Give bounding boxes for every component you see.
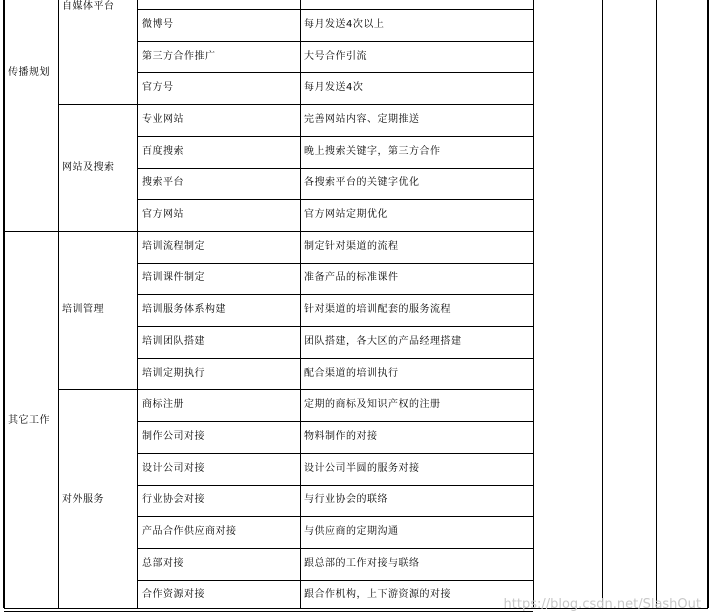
subgroup-label: 对外服务 [62,494,104,505]
row-item-label: 设计公司对接 [142,463,205,474]
row-item-label: 百度搜索 [142,146,184,157]
row-description: 每月发送4次以上 [304,19,385,30]
grid-hline [137,294,533,295]
row-item-label: 培训服务体系构建 [142,304,226,315]
row-description: 跟合作机构，上下游资源的对接 [304,589,451,600]
row-item-label: 行业协会对接 [142,494,205,505]
grid-hline [137,516,533,517]
row-description: 跟总部的工作对接与联络 [304,558,420,569]
row-description: 大号合作引流 [304,51,367,62]
row-item-label: 微博号 [142,19,174,30]
grid-vline [602,0,603,608]
grid-vline [3,0,5,608]
row-item-label: 专业网站 [142,114,184,125]
grid-hline [137,485,533,486]
row-item-label: 培训团队搭建 [142,336,205,347]
subgroup-label: 自媒体平台 [62,1,115,12]
row-description: 完善网站内容、定期推送 [304,114,420,125]
row-description: 配合渠道的培训执行 [304,368,399,379]
row-item-label: 总部对接 [142,558,184,569]
section-label: 传播规划 [8,67,50,78]
grid-hline [137,421,533,422]
grid-hline [137,453,533,454]
row-description: 物料制作的对接 [304,431,378,442]
grid-hline [4,611,533,612]
grid-hline [137,548,533,549]
row-item-label: 官方号 [142,82,174,93]
grid-hline [137,41,533,42]
row-description: 设计公司半圆的服务对接 [304,463,420,474]
grid-hline [137,580,533,581]
row-item-label: 产品合作供应商对接 [142,526,237,537]
row-description: 针对渠道的培训配套的服务流程 [304,304,451,315]
row-description: 与行业协会的联络 [304,494,388,505]
grid-vline [656,0,657,608]
subgroup-label: 培训管理 [62,304,104,315]
grid-hline [58,104,533,105]
row-item-label: 制作公司对接 [142,431,205,442]
row-item-label: 培训课件制定 [142,272,205,283]
row-item-label: 培训流程制定 [142,241,205,252]
grid-vline [137,0,138,608]
row-description: 每月发送4次 [304,82,364,93]
subgroup-label: 网站及搜索 [62,162,115,173]
section-label: 其它工作 [8,415,50,426]
grid-hline [137,136,533,137]
grid-hline [137,326,533,327]
grid-hline [137,9,533,10]
row-item-label: 培训定期执行 [142,368,205,379]
row-item-label: 搜索平台 [142,177,184,188]
row-description: 定期的商标及知识产权的注册 [304,399,441,410]
grid-vline [300,0,301,608]
row-item-label: 商标注册 [142,399,184,410]
row-item-label: 合作资源对接 [142,589,205,600]
grid-hline [4,231,533,232]
row-description: 团队搭建，各大区的产品经理搭建 [304,336,462,347]
grid-hline [137,199,533,200]
grid-hline [137,168,533,169]
row-description: 各搜索平台的关键字优化 [304,177,420,188]
grid-vline [58,0,59,608]
grid-hline [137,358,533,359]
row-item-label: 第三方合作推广 [142,51,216,62]
row-description: 与供应商的定期沟通 [304,526,399,537]
row-item-label: 官方网站 [142,209,184,220]
grid-hline [58,389,533,390]
grid-hline [137,263,533,264]
row-description: 制定针对渠道的流程 [304,241,399,252]
row-description: 官方网站定期优化 [304,209,388,220]
watermark: https://blog.csdn.net/SlashOut [503,597,701,612]
row-description: 准备产品的标准课件 [304,272,399,283]
row-description: 晚上搜索关键字，第三方合作 [304,146,441,157]
grid-hline [137,72,533,73]
